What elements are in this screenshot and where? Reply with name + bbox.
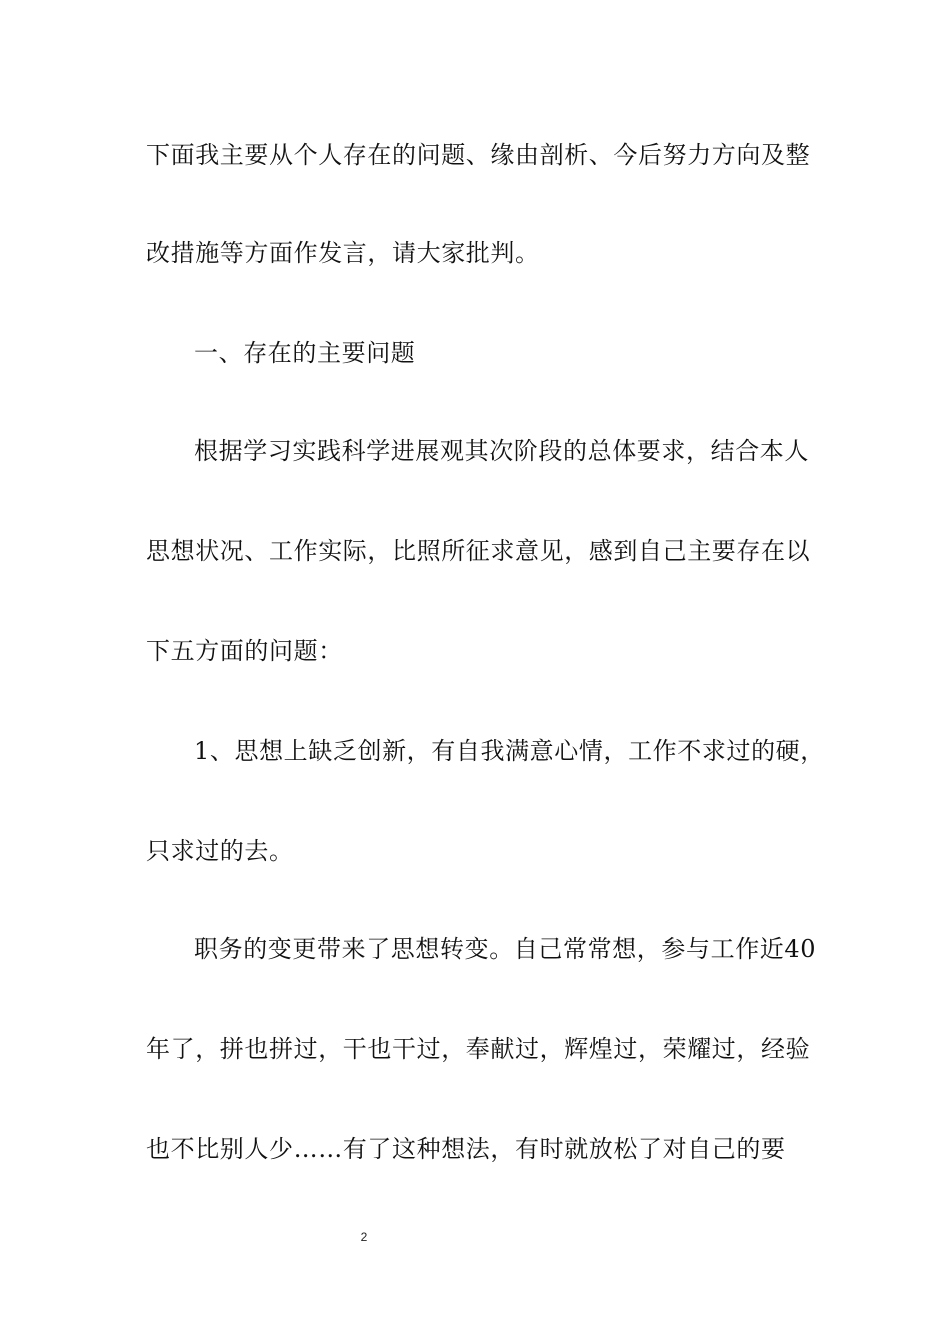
body-text-line: 也不比别人少……有了这种想法，有时就放松了对自己的要 (146, 1135, 786, 1163)
body-text-line: 下五方面的问题： (146, 637, 343, 665)
body-text-line: 根据学习实践科学进展观其次阶段的总体要求，结合本人 (194, 437, 809, 465)
body-text-line: 改措施等方面作发言，请大家批判。 (146, 239, 540, 267)
list-item-heading: 1、思想上缺乏创新，有自我满意心情，工作不求过的硬， (194, 737, 825, 765)
page-number: 2 (360, 1230, 368, 1244)
body-text-line: 思想状况、工作实际，比照所征求意见，感到自己主要存在以 (146, 537, 811, 565)
body-text-line: 年了，拼也拼过，干也干过，奉献过，辉煌过，荣耀过，经验 (146, 1035, 811, 1063)
body-text-line: 职务的变更带来了思想转变。自己常常想，参与工作近40 (194, 935, 817, 963)
body-text-line: 下面我主要从个人存在的问题、缘由剖析、今后努力方向及整 (146, 141, 811, 169)
section-heading: 一、存在的主要问题 (194, 339, 416, 367)
body-text-line: 只求过的去。 (146, 837, 294, 865)
